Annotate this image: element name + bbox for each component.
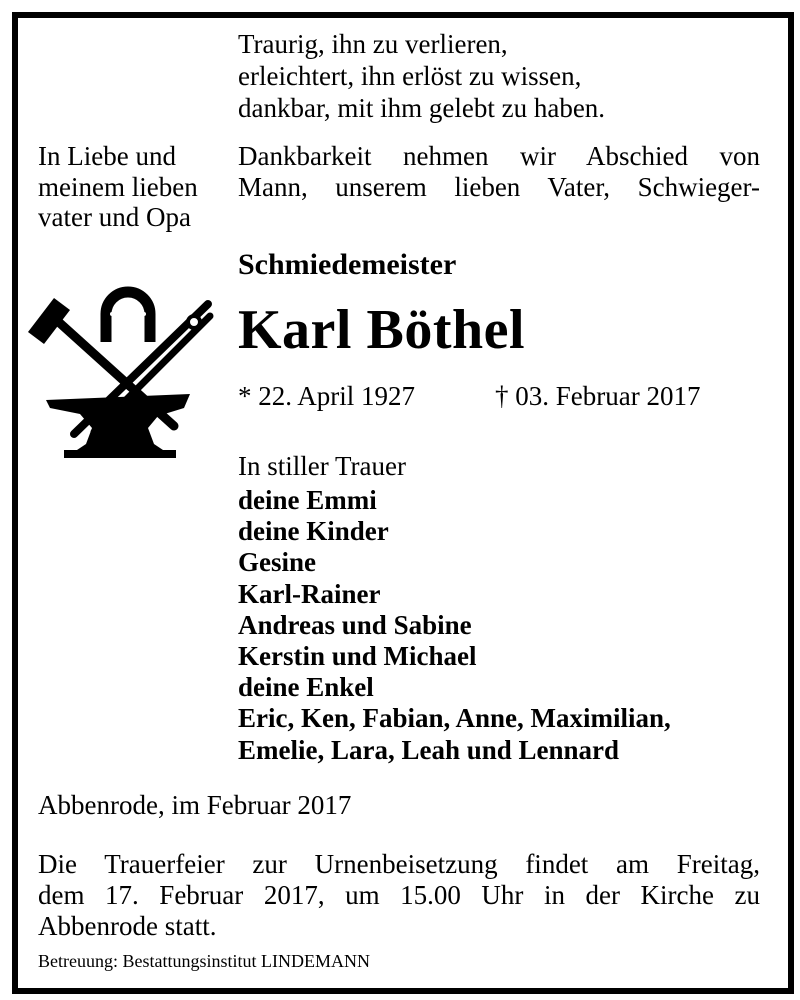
occupation-title: Schmiedemeister [238, 248, 457, 281]
death-date: † 03. Februar 2017 [495, 381, 701, 411]
poem [238, 28, 605, 124]
intro-right: Mann, unserem lieben Vater, Schwieger- [238, 171, 760, 202]
place-date: Abbenrode, im Februar 2017 [38, 790, 352, 820]
mourner-line: Kerstin und Michael [238, 641, 477, 672]
mourner-line: deine Kinder [238, 516, 389, 547]
mourning-label: In stiller Trauer [238, 451, 406, 481]
intro-left: vater und Opa [38, 202, 191, 232]
intro-line [38, 172, 760, 203]
intro-left: In Liebe und [38, 141, 176, 171]
service-line: Abbenrode statt. [38, 911, 217, 941]
blacksmith-emblem-icon [24, 284, 224, 460]
birth-date: * 22. April 1927 [238, 381, 416, 411]
service-line: Die Trauerfeier zur Urnenbeisetzung findet am Freitag, [38, 849, 760, 879]
mourner-line: deine Enkel [238, 672, 374, 703]
poem-line: dankbar, mit ihm gelebt zu haben. [238, 93, 606, 123]
intro-text [38, 141, 760, 233]
mourner-line: deine Emmi [238, 485, 377, 515]
poem-line: Traurig, ihn zu verlieren, [238, 29, 508, 59]
intro-right: Dankbarkeit nehmen wir Abschied von [238, 141, 760, 171]
service-line: dem 17. Februar 2017, um 15.00 Uhr in der Kirche zu [38, 880, 760, 910]
service-info [38, 849, 760, 942]
mourner-line: Karl-Rainer [238, 578, 381, 609]
poem-line: erleichtert, ihn erlöst zu wissen, [238, 61, 582, 91]
intro-left: meinem lieben [38, 171, 198, 202]
intro-line [38, 141, 760, 172]
mourners-list [238, 485, 671, 766]
mourner-line: Eric, Ken, Fabian, Anne, Maximilian, [238, 703, 671, 734]
intro-line [38, 202, 760, 233]
mourner-line: Andreas und Sabine [238, 609, 472, 640]
funeral-home-credit: Betreuung: Bestattungsinstitut LINDEMANN [38, 951, 370, 971]
deceased-name: Karl Böthel [238, 299, 526, 361]
mourner-line: Emelie, Lara, Leah und Lennard [238, 734, 620, 765]
mourner-line: Gesine [238, 547, 316, 578]
